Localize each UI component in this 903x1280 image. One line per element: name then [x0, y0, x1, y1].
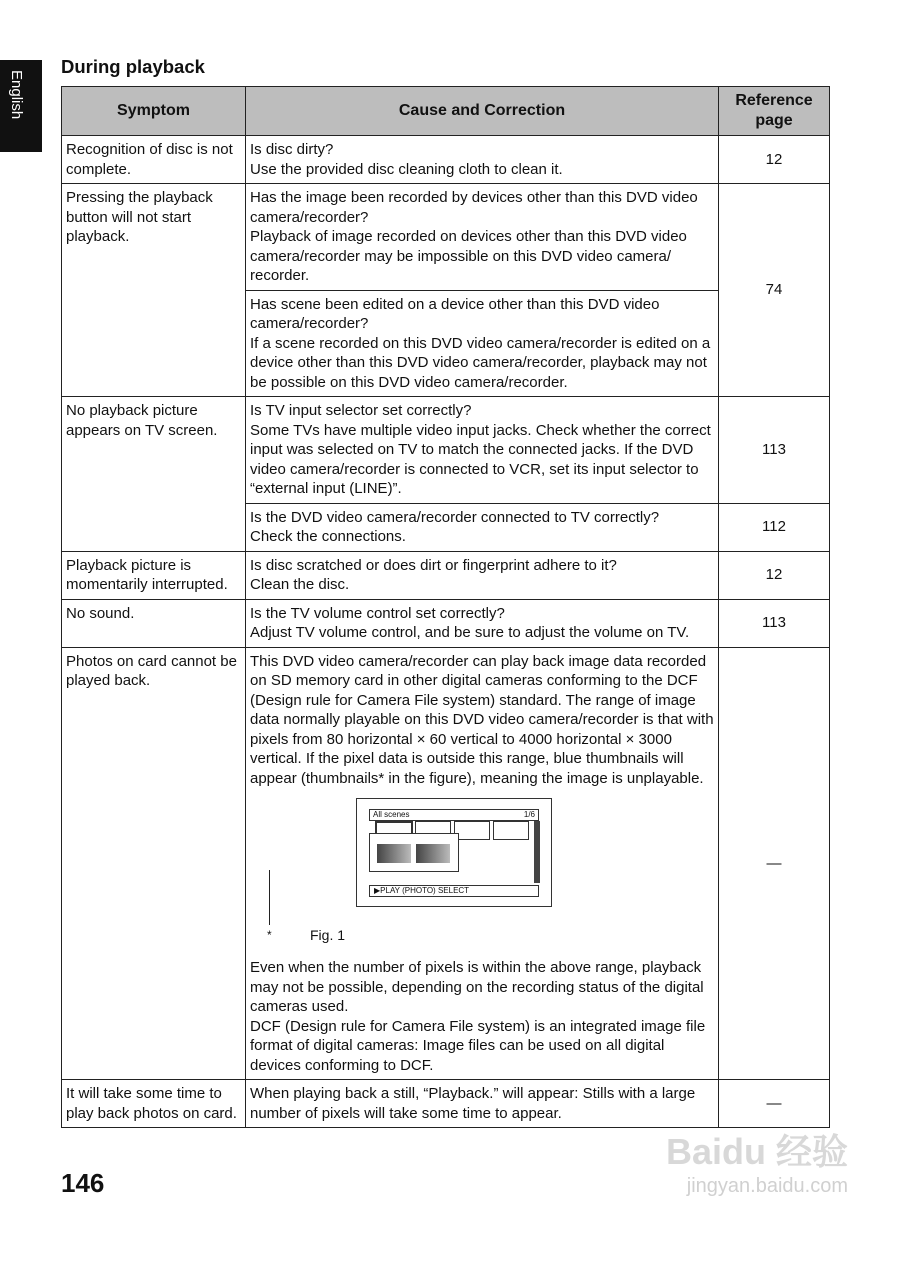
symptom-cell: Recognition of disc is not complete.	[62, 136, 246, 184]
table-row	[62, 647, 830, 1080]
symptom-header: Symptom	[62, 87, 246, 136]
page-footer	[61, 1131, 848, 1212]
table-row	[62, 599, 830, 647]
table-row	[62, 397, 830, 504]
watermark-logo: Baidu 经验	[665, 1131, 848, 1172]
section-title: During playback	[61, 56, 205, 77]
symptom-cell: Playback picture is momentarily interrupted.	[62, 551, 246, 599]
camera-screen-illustration	[356, 798, 552, 907]
cause-text: This DVD video camera/recorder can play back image data recorded on SD memory card in other digital cameras conforming to the DCF (Design rule for Camera File system) standard. The range of image data normally playable on this DVD video camera/recorder is that with pixels from 80 horizontal × 60 vertical to 4000 horizontal × 3000 vertical. If the pixel data is outside this range, blue thumbnails will appear (thumbnails* in the figure), meaning the image is unplayable.	[250, 652, 714, 787]
ref-cell: —	[719, 1080, 830, 1128]
ref-header: Reference page	[719, 87, 830, 136]
table-row	[62, 1080, 830, 1128]
ref-cell: 113	[719, 599, 830, 647]
figure-caption: Fig. 1	[310, 927, 346, 943]
cause-cell: Has the image been recorded by devices other than this DVD video camera/recorder? Playback of image recorded on devices other than this DVD video camera/recorder may be impossible on this DVD video camera/ recorder.	[246, 184, 719, 291]
ref-cell: 113	[719, 397, 830, 504]
cause-cell: When playing back a still, “Playback.” will appear: Stills with a large number of pixels will take some time to appear.	[246, 1080, 719, 1128]
page-body	[61, 86, 848, 1212]
table-row	[62, 551, 830, 599]
thumbnail	[493, 821, 529, 840]
callout-asterisk: *	[267, 928, 272, 942]
screen-counter: 1/6	[523, 810, 535, 819]
screen-footer: ▶PLAY (PHOTO) SELECT	[374, 886, 470, 895]
scrollbar-illustration	[534, 821, 540, 883]
table-row	[62, 136, 830, 184]
troubleshooting-table	[61, 86, 830, 1128]
screen-title: All scenes	[373, 810, 410, 819]
symptom-cell: No playback picture appears on TV screen.	[62, 397, 246, 552]
cause-cell: Is the TV volume control set correctly? Adjust TV volume control, and be sure to adjust the volume on TV.	[246, 599, 719, 647]
cause-text: Even when the number of pixels is within the above range, playback may not be possible, depending on the recording status of the digital cameras used. DCF (Design rule for Camera File system) is an integrated image file format of digital cameras: Image files can be used on all digital devices conforming to DCF.	[250, 959, 706, 1074]
table-row	[62, 184, 830, 291]
thumbnail	[454, 821, 490, 840]
language-label: English	[8, 70, 25, 120]
cause-header: Cause and Correction	[246, 87, 719, 136]
table-header	[62, 87, 830, 136]
cause-cell: Is disc scratched or does dirt or fingerprint adhere to it? Clean the disc.	[246, 551, 719, 599]
cause-cell: Is disc dirty? Use the provided disc cleaning cloth to clean it.	[246, 136, 719, 184]
ref-cell: 74	[719, 184, 830, 397]
page-number: 146	[61, 1168, 105, 1198]
ref-cell: —	[719, 647, 830, 1080]
cause-cell: Has scene been edited on a device other than this DVD video camera/recorder? If a scene recorded on this DVD video camera/recorder is edited on a device other than this DVD video camera/recorder, playback may not be possible on this DVD video camera/recorder.	[246, 290, 719, 397]
figure-1	[250, 798, 714, 958]
symptom-cell: Photos on card cannot be played back.	[62, 647, 246, 1080]
ref-cell: 12	[719, 551, 830, 599]
blue-thumbnails	[369, 833, 459, 872]
language-tab	[0, 60, 42, 152]
cause-cell	[246, 647, 719, 1080]
cause-cell: Is TV input selector set correctly? Some TVs have multiple video input jacks. Check whether the correct input was selected on TV to match the connected jacks. If the DVD video camera/recorder is connected to VCR, set its input selector to “external input (LINE)”.	[246, 397, 719, 504]
cause-cell: Is the DVD video camera/recorder connected to TV correctly? Check the connections.	[246, 503, 719, 551]
watermark-url: jingyan.baidu.com	[686, 1175, 848, 1197]
symptom-cell: Pressing the playback button will not start playback.	[62, 184, 246, 397]
ref-cell: 12	[719, 136, 830, 184]
ref-cell: 112	[719, 503, 830, 551]
callout-line	[269, 870, 270, 925]
symptom-cell: It will take some time to play back photos on card.	[62, 1080, 246, 1128]
symptom-cell: No sound.	[62, 599, 246, 647]
